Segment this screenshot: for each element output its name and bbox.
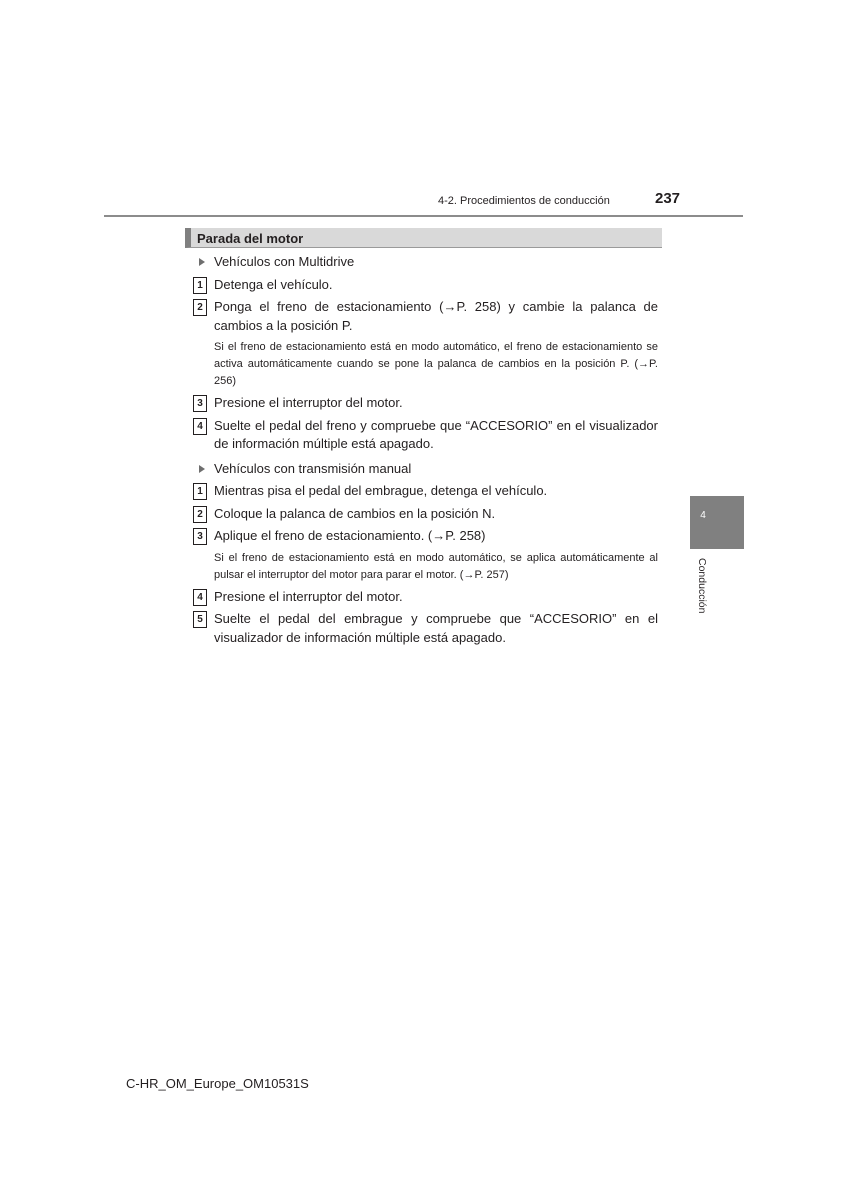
chapter-number: 4 bbox=[700, 510, 706, 521]
step-text: Presione el interruptor del motor. bbox=[214, 395, 403, 410]
step-item bbox=[190, 505, 658, 524]
step-text: Presione el interruptor del motor. bbox=[214, 588, 403, 604]
triangle-bullet-icon bbox=[199, 465, 205, 473]
step-note: Si el freno de estacionamiento está en modo automático, se aplica automáticamente al pulsar el interruptor del motor para parar el motor. (→P. 257) bbox=[214, 551, 658, 581]
subheading-multidrive bbox=[190, 253, 658, 272]
subheading-manual bbox=[190, 460, 658, 479]
step-text: Mientras pisa el pedal del embrague, detenga el vehículo. bbox=[214, 483, 548, 498]
chapter-tab bbox=[690, 496, 744, 549]
step-number-box: 2 bbox=[193, 299, 207, 316]
step-text: Suelte el pedal del freno y compruebe que “ACCESORIO” en el visualizador de información múltiple está apagado. bbox=[214, 417, 658, 451]
subheading-text: Vehículos con Multidrive bbox=[214, 254, 355, 269]
step-number-box: 1 bbox=[193, 277, 207, 294]
step-number-box: 3 bbox=[193, 528, 207, 545]
step-item bbox=[190, 298, 658, 335]
step-text: Coloque la palanca de cambios en la posición N. bbox=[214, 505, 496, 521]
section-header-bar bbox=[185, 228, 662, 248]
step-note: Si el freno de estacionamiento está en modo automático, el freno de estacionamiento se activa automáticamente cuando se pone la palanca de cambios en la posición P. (→P. 256) bbox=[214, 341, 658, 387]
step-item bbox=[190, 482, 658, 501]
chapter-label: Conducción bbox=[696, 558, 708, 614]
step-number-box: 2 bbox=[193, 506, 207, 523]
step-item bbox=[190, 527, 658, 546]
step-text: Suelte el pedal del embrague y compruebe que “ACCESORIO” en el visualizador de información múltiple está apagado. bbox=[214, 611, 658, 645]
header-divider bbox=[104, 215, 743, 217]
step-item bbox=[190, 394, 658, 413]
step-number-box: 1 bbox=[193, 483, 207, 500]
step-item bbox=[190, 276, 658, 295]
main-content bbox=[190, 253, 658, 651]
step-text: Ponga el freno de estacionamiento (→P. 258) y cambie la palanca de cambios a la posición P. bbox=[214, 299, 658, 333]
step-text: Detenga el vehículo. bbox=[214, 276, 333, 292]
step-text: Aplique el freno de estacionamiento. (→P. 258) bbox=[214, 528, 486, 543]
section-title: Parada del motor bbox=[197, 231, 304, 246]
page-number: 237 bbox=[655, 190, 681, 207]
step-number-box: 4 bbox=[193, 589, 207, 606]
subheading-text: Vehículos con transmisión manual bbox=[214, 460, 412, 476]
step-number-box: 5 bbox=[193, 611, 207, 628]
step-number-box: 4 bbox=[193, 418, 207, 435]
step-number-box: 3 bbox=[193, 395, 207, 412]
step-item bbox=[190, 417, 658, 454]
step-item bbox=[190, 610, 658, 647]
document-footer-code: C-HR_OM_Europe_OM10531S bbox=[126, 1076, 309, 1091]
triangle-bullet-icon bbox=[199, 258, 205, 266]
step-item bbox=[190, 588, 658, 607]
header-section-title: 4-2. Procedimientos de conducción bbox=[438, 195, 610, 207]
